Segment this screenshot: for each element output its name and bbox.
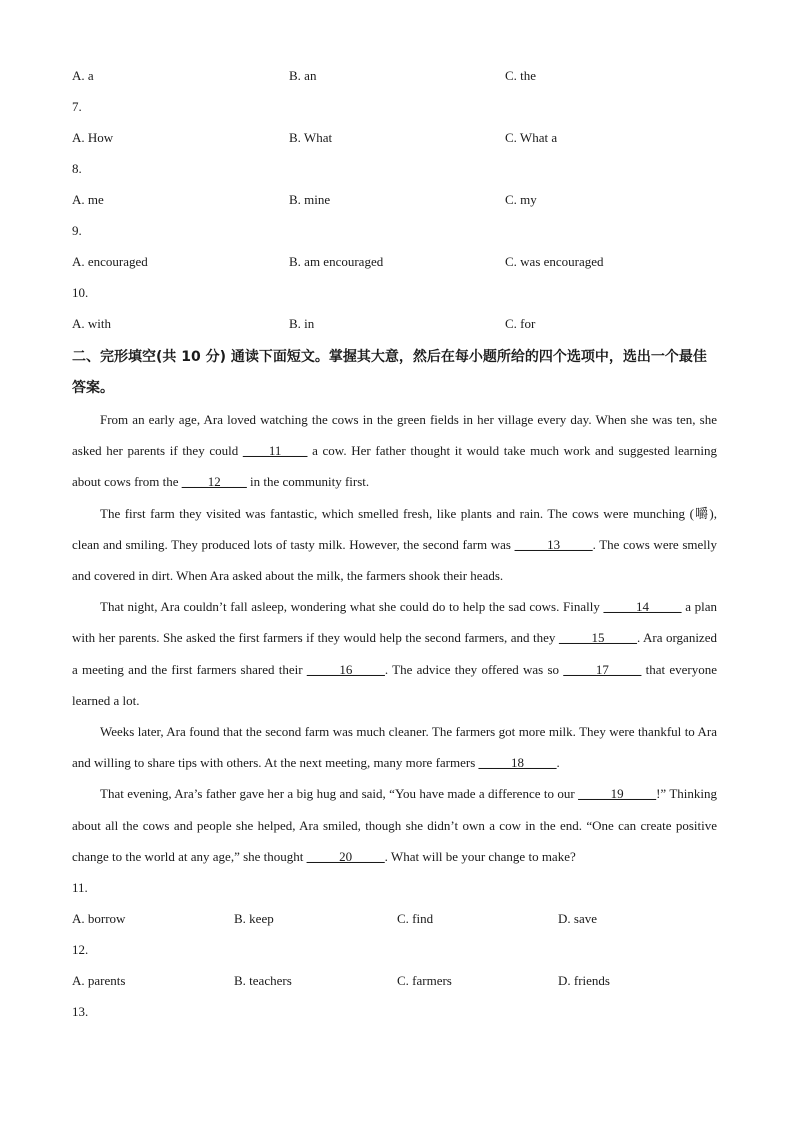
question-number: 10. [72,285,89,300]
question-number: 8. [72,161,82,176]
numbered-blank: _____14_____ [603,599,682,615]
multiple-choice-block-bottom [72,872,717,1027]
exam-page [72,60,717,1027]
passage-text: . Ara organized a meeting and the first farmers shared their [72,630,717,677]
numbered-blank: _____18_____ [478,755,557,771]
numbered-blank: _____20_____ [306,848,385,864]
passage-paragraph [72,591,717,716]
answer-option[interactable]: B. keep [234,911,274,927]
multiple-choice-block-top [72,60,717,339]
answer-option[interactable]: B. mine [289,192,331,207]
numbered-blank: _____19_____ [578,786,657,802]
numbered-blank: ____11____ [242,443,308,459]
passage-paragraph [72,716,717,778]
passage-text: . What will be your change to make? [384,848,576,864]
answer-option[interactable]: A. with [72,316,111,331]
numbered-blank: _____17_____ [563,661,642,677]
passage-text: . [556,755,560,771]
option-row [72,903,717,934]
answer-option[interactable]: B. am encouraged [289,254,384,269]
passage-text: a cow. Her father thought it would take much work and suggested learning about cows from the [72,443,717,490]
answer-option[interactable]: C. What a [505,130,558,145]
answer-option[interactable]: A. me [72,192,104,207]
question-number: 12. [72,942,89,958]
passage-text: a plan with her parents. She asked the first farmers if they would help the second farmers, and they [72,599,718,646]
answer-option[interactable]: C. for [505,316,536,331]
answer-option[interactable]: B. in [289,316,315,331]
numbered-blank: _____16_____ [306,661,385,677]
answer-option[interactable]: A. parents [72,973,126,989]
answer-option[interactable]: D. save [558,911,597,927]
option-row [72,308,717,339]
answer-option[interactable]: B. What [289,130,333,145]
answer-option[interactable]: B. teachers [234,973,292,989]
question-number: 13. [72,1004,89,1020]
question-number: 9. [72,223,82,238]
question-number: 7. [72,99,82,114]
answer-option[interactable]: A. a [72,68,94,83]
section-heading: 二、完形填空(共 10 分) 通读下面短文。掌握其大意，然后在每小题所给的四个选项中，选出一个最佳答案。 [72,349,707,396]
passage-text: that everyone learned a lot. [72,661,717,708]
passage-text: Weeks later, Ara found that the second farm was much cleaner. The farmers got more milk. They were thankful to Ara and willing to share tips with others. At the next meeting, many more farmers [72,724,717,771]
answer-option[interactable]: C. the [505,68,537,83]
passage-paragraph [72,404,717,498]
passage-text: . The cows were smelly and covered in dirt. When Ara asked about the milk, the farmers shook their heads. [72,536,717,584]
answer-option[interactable]: C. my [505,192,537,207]
answer-option[interactable]: D. friends [558,973,610,989]
cloze-passage [72,404,717,872]
question-number: 11. [72,880,88,896]
numbered-blank: ____12____ [181,474,247,490]
passage-text: !” Thinking about all the cows and people she helped, Ara smiled, though she didn’t own a cow in the end. “One can create positive change to the world at any age,” she thought [72,786,717,864]
passage-text: From an early age, Ara loved watching the cows in the green fields in her village every day. When she was ten, she asked her parents if they could [72,412,717,459]
option-row [72,60,717,91]
answer-option[interactable]: C. farmers [397,973,452,989]
answer-option[interactable]: C. find [397,911,434,927]
passage-text: . The advice they offered was so [384,661,564,677]
passage-text: That evening, Ara’s father gave her a big hug and said, “You have made a difference to our [100,786,579,802]
numbered-blank: _____15_____ [558,630,637,646]
answer-option[interactable]: B. an [289,68,317,83]
numbered-blank: _____13_____ [514,536,593,552]
passage-paragraph [72,778,717,872]
answer-option[interactable]: A. borrow [72,911,126,927]
answer-option[interactable]: C. was encouraged [505,254,604,269]
passage-text: The first farm they visited was fantastic, which smelled fresh, like plants and rain. The cows were munching (嚼), clean and smiling. They produced lots of tasty milk. However, the second farm was [72,505,717,552]
passage-paragraph [72,498,717,592]
passage-text: That night, Ara couldn’t fall asleep, wondering what she could do to help the sad cows. Finally [100,599,604,615]
answer-option[interactable]: A. How [72,130,114,145]
answer-option[interactable]: A. encouraged [72,254,148,269]
option-row [72,184,717,215]
option-row [72,246,717,277]
option-row [72,965,717,996]
passage-text: in the community first. [246,474,370,490]
option-row [72,122,717,153]
